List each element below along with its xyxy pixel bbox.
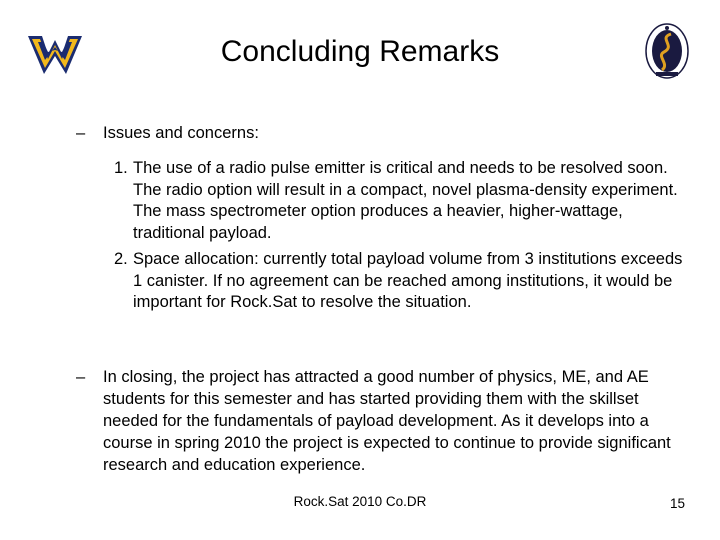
wv-logo: [28, 30, 82, 80]
item-text: Space allocation: currently total payload volume from 3 institutions exceeds 1 canister. If no agreement can be reached among institutions, it would be important for Rock.Sat to resolve the situation.: [133, 250, 683, 311]
numbered-item: [114, 158, 694, 244]
bullet-marker: –: [76, 368, 86, 386]
space-grant-logo: [644, 22, 690, 80]
bullet-text: In closing, the project has attracted a good number of physics, ME, and AE students for this semester and has started providing them with the skillset needed for the fundamentals of payload development. As it develops into a course in spring 2010 the project is expected to continue to provide significant research and education experience.: [103, 368, 671, 474]
slide-title: Concluding Remarks: [220, 35, 500, 68]
bullet-marker: –: [76, 124, 86, 142]
bullet-issues: [76, 122, 686, 144]
page-number: 15: [669, 496, 685, 511]
numbered-item: [114, 249, 694, 314]
item-text: The use of a radio pulse emitter is critical and needs to be resolved soon. The radio option will result in a compact, novel plasma-density experiment. The mass spectrometer option produces a heavier, higher-wattage, traditional payload.: [133, 159, 678, 242]
bullet-closing: [76, 366, 686, 476]
item-number: 1.: [114, 159, 128, 177]
footer-text: Rock.Sat 2010 Co.DR: [293, 494, 427, 509]
bullet-text: Issues and concerns:: [103, 124, 259, 142]
item-number: 2.: [114, 250, 128, 268]
